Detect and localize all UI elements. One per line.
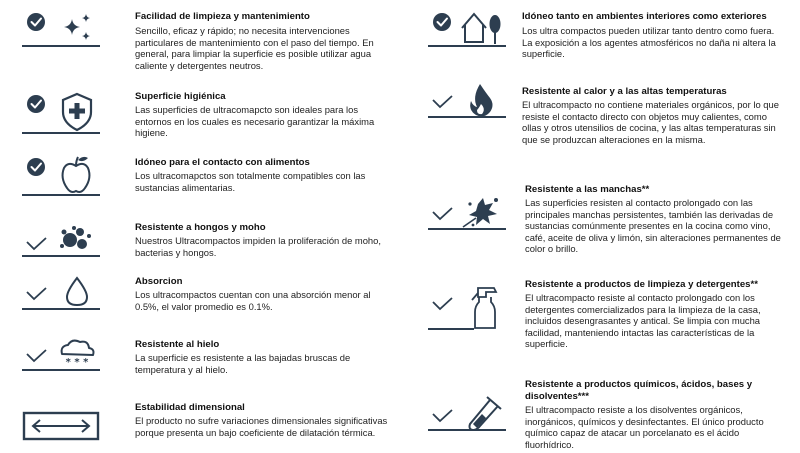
feature-title: Facilidad de limpieza y mantenimiento bbox=[135, 11, 310, 22]
test-tube-icon bbox=[428, 396, 506, 448]
feature-title: Resistente a productos químicos, ácidos, bases y disolventes*** bbox=[525, 379, 753, 402]
water-drop-icon bbox=[22, 274, 100, 326]
feature-title: Resistente a hongos y moho bbox=[135, 222, 266, 233]
snow-cloud-icon bbox=[22, 336, 100, 388]
spray-bottle-icon bbox=[428, 284, 506, 336]
feature-title: Absorcion bbox=[135, 276, 183, 287]
feature-title: Resistente a las manchas** bbox=[525, 184, 650, 195]
feature-description: El producto no sufre variaciones dimensionales significativas porque presenta un bajo coeficiente de dilatación térmica. bbox=[135, 415, 388, 438]
svg-text:* * *: * * * bbox=[65, 357, 89, 368]
feature-title: Resistente a productos de limpieza y detergentes** bbox=[525, 279, 758, 290]
feature-title: Idóneo para el contacto con alimentos bbox=[135, 157, 310, 168]
feature-description: Las superficies resisten al contacto prolongado con las principales manchas persistentes, también las derivadas de sustancias comúnmente presentes en la cocina como vino, café, aceite de oliva y limón, sin alteraciones permanentes de color o brillo. bbox=[525, 197, 781, 255]
dimension-arrows-icon bbox=[22, 400, 100, 452]
feature-description: La superficie es resistente a las bajadas bruscas de temperatura y al hielo. bbox=[135, 352, 351, 375]
feature-description: Nuestros Ultracompactos impiden la proliferación de moho, bacterias y hongos. bbox=[135, 235, 381, 258]
medical-shield-icon bbox=[22, 90, 100, 142]
feature-title: Estabilidad dimensional bbox=[135, 402, 245, 413]
feature-description: El ultracompacto resiste a los disolventes orgánicos, inorgánicos, químicos y desinfectantes. El único producto químico capaz de atacar un porcelanato es el ácido fluorhídrico. bbox=[525, 404, 764, 450]
feature-description: Los ultracompactos cuentan con una absorción menor al 0.5%, el valor promedio es 0.1%. bbox=[135, 289, 371, 312]
feature-title: Resistente al calor y a las altas temperaturas bbox=[522, 86, 727, 97]
splash-stain-icon bbox=[428, 194, 506, 246]
feature-description: El ultracompacto resiste al contacto prolongado con los detergentes comercializados para la limpieza de la casa, incluidos desengrasantes y antical. Se limpia con mucha facilidad, manteniendo intactas las características de la superficie. bbox=[525, 292, 761, 350]
feature-title: Idóneo tanto en ambientes interiores como exteriores bbox=[522, 11, 767, 22]
feature-description: Los ultra compactos pueden utilizar tanto dentro como fuera. La exposición a los agentes atmosféricos no daña ni altera la superficie. bbox=[522, 25, 776, 60]
apple-icon bbox=[22, 153, 100, 205]
feature-description: El ultracompacto no contiene materiales orgánicos, por lo que resiste el contacto directo con objetos muy calientes, como ollas y otros utensilios de cocina, y las altas temperaturas sin que se produzcan alteraciones en la misma. bbox=[522, 99, 779, 145]
feature-title: Resistente al hielo bbox=[135, 339, 220, 350]
feature-description: Sencillo, eficaz y rápido; no necesita intervenciones particulares de mantenimiento con el paso del tiempo. En general, para limpiar la superficie es posible utilizar agua caliente y detergentes neutros. bbox=[135, 25, 374, 71]
house-tree-icon bbox=[428, 8, 506, 60]
feature-description: Los ultracomapctos son totalmente compatibles con las sustancias alimentarias. bbox=[135, 170, 366, 193]
sparkles-icon bbox=[22, 8, 100, 60]
flame-icon bbox=[428, 82, 506, 134]
feature-title: Superficie higiénica bbox=[135, 91, 226, 102]
feature-description: Las superficies de ultracomapcto son ideales para los entornos en los cuales es necesario garantizar la máxima higiene. bbox=[135, 104, 375, 139]
mold-spores-icon bbox=[22, 220, 100, 272]
